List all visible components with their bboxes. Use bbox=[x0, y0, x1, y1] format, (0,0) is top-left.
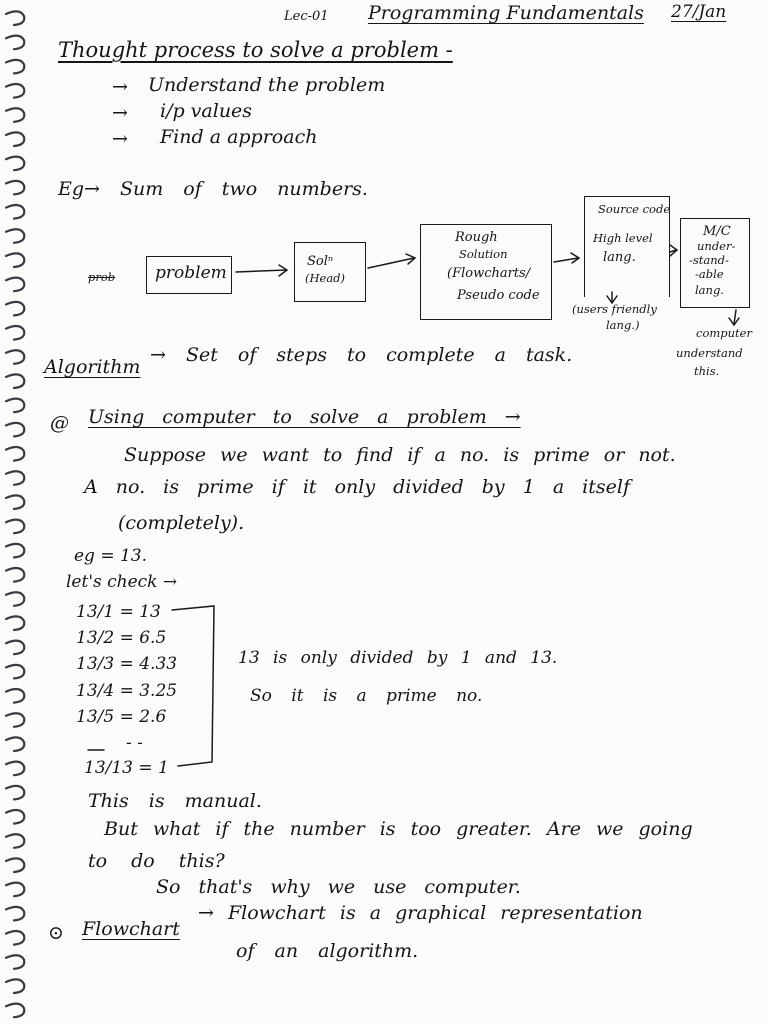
algorithm-definition: → Set of steps to complete a task. bbox=[150, 344, 573, 366]
list-item: Find a approach bbox=[160, 126, 318, 148]
arrow-icon: → bbox=[112, 102, 128, 124]
page-title: Programming Fundamentals bbox=[368, 2, 644, 24]
machine-label-4: -able bbox=[695, 267, 724, 281]
example-text: Eg→ Sum of two numbers. bbox=[58, 178, 368, 200]
rough-label-1: Rough bbox=[455, 230, 498, 245]
division-row: 13/13 = 1 bbox=[84, 758, 169, 778]
computer-note-2: understand bbox=[676, 346, 743, 360]
problem-box-label: problem bbox=[155, 263, 227, 283]
struck-label: prob bbox=[88, 270, 116, 284]
source-code-label: Source code bbox=[598, 202, 671, 216]
lets-check: let's check → bbox=[66, 572, 178, 592]
manual-line-1: This is manual. bbox=[88, 790, 262, 812]
computer-section-heading: Using computer to solve a problem → bbox=[88, 406, 521, 428]
flowchart-definition-2: of an algorithm. bbox=[236, 940, 419, 962]
lecture-number: Lec-01 bbox=[284, 9, 329, 24]
flowchart-definition-1: → Flowchart is a graphical representation bbox=[198, 902, 643, 924]
page-date: 27/Jan bbox=[671, 2, 727, 22]
manual-line-3: to do this? bbox=[88, 850, 225, 872]
section-bullet: @ bbox=[50, 412, 69, 434]
machine-label-1: M/C bbox=[703, 224, 731, 239]
solution-box-sublabel: (Head) bbox=[305, 271, 346, 285]
division-row: 13/5 = 2.6 bbox=[76, 707, 167, 727]
prime-line-2: A no. is prime if it only divided by 1 a itself bbox=[84, 476, 631, 498]
division-row: 13/2 = 6.5 bbox=[76, 628, 167, 648]
division-row: - - bbox=[126, 733, 143, 753]
flowchart-term: Flowchart bbox=[82, 918, 180, 940]
user-friendly-note: (users friendly bbox=[572, 302, 657, 316]
machine-label-3: -stand- bbox=[689, 253, 729, 267]
rough-label-3: (Flowcharts/ bbox=[447, 266, 531, 281]
machine-label-5: lang. bbox=[695, 283, 724, 297]
flowchart-bullet: ⊙ bbox=[48, 922, 64, 944]
list-item: Understand the problem bbox=[148, 74, 386, 96]
high-level-label-2: lang. bbox=[603, 250, 636, 265]
prime-conclusion-2: So it is a prime no. bbox=[250, 686, 483, 706]
division-row: 13/4 = 3.25 bbox=[76, 681, 178, 701]
prime-conclusion-1: 13 is only divided by 1 and 13. bbox=[238, 648, 558, 668]
manual-line-4: So that's why we use computer. bbox=[156, 876, 521, 898]
user-friendly-note-2: lang.) bbox=[606, 318, 640, 332]
high-level-label-1: High level bbox=[593, 231, 653, 245]
rough-label-4: Pseudo code bbox=[457, 288, 540, 303]
example-number: eg = 13. bbox=[74, 546, 148, 566]
rough-label-2: Solution bbox=[459, 247, 508, 261]
computer-note-1: computer bbox=[696, 326, 752, 340]
algorithm-term: Algorithm bbox=[44, 356, 141, 378]
prime-line-3: (completely). bbox=[118, 512, 245, 534]
division-row: 13/1 = 13 bbox=[76, 602, 161, 622]
computer-note-3: this. bbox=[694, 364, 720, 378]
prime-line-1: Suppose we want to find if a no. is prime or not. bbox=[124, 444, 676, 466]
division-row: 13/3 = 4.33 bbox=[76, 654, 178, 674]
arrow-icon: → bbox=[112, 128, 128, 150]
manual-line-2: But what if the number is too greater. Are we going bbox=[104, 818, 693, 840]
solution-box-label: Solⁿ bbox=[307, 254, 334, 269]
list-item: i/p values bbox=[160, 100, 253, 122]
arrow-icon: → bbox=[112, 76, 128, 98]
machine-label-2: under- bbox=[697, 239, 736, 253]
thought-process-heading: Thought process to solve a problem - bbox=[58, 38, 453, 62]
